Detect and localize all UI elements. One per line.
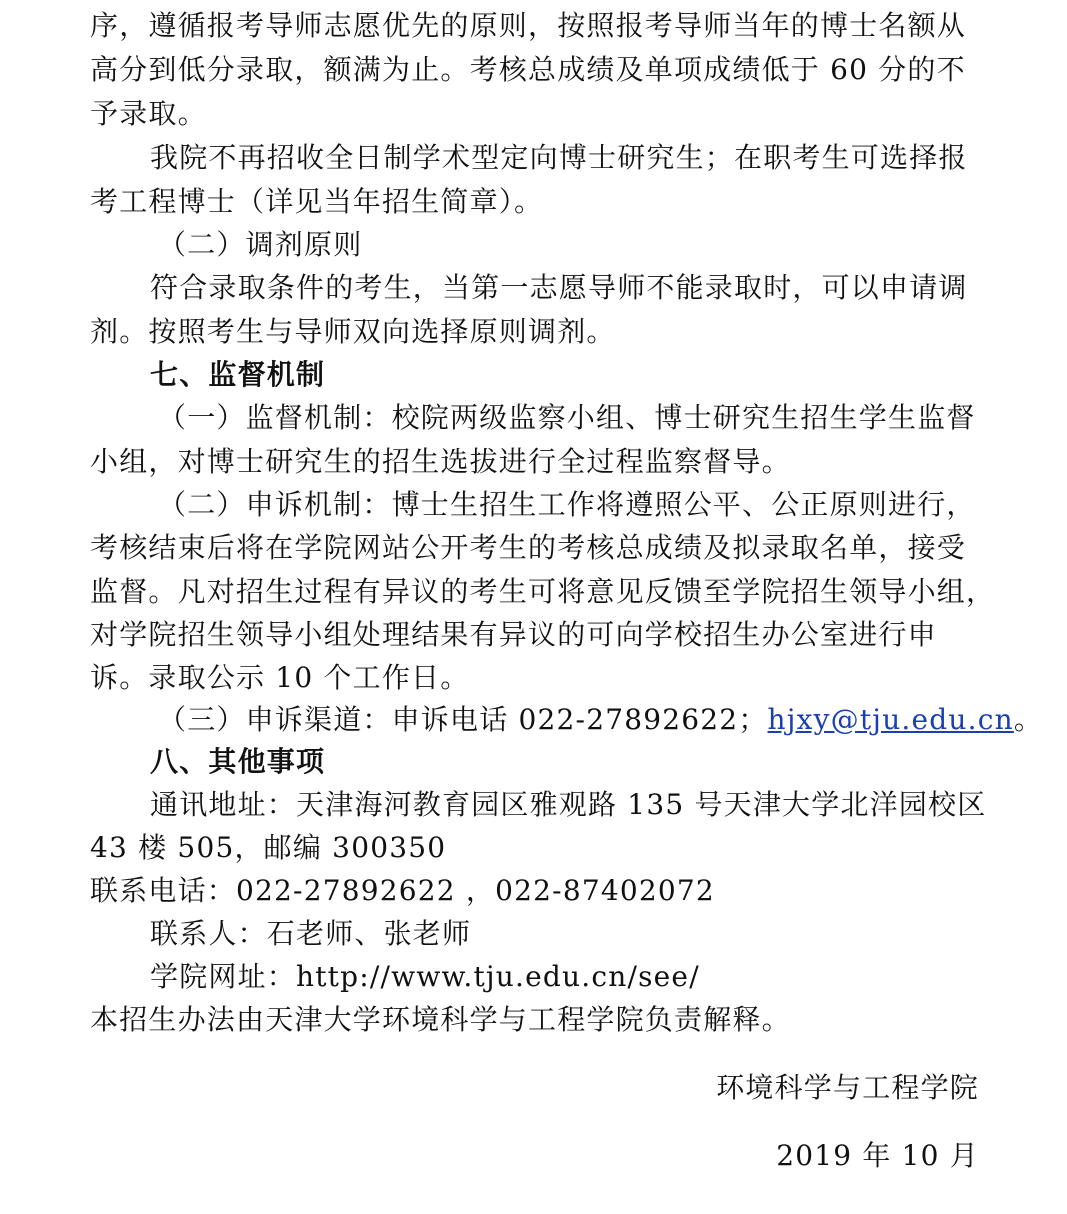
appeal-phone-text: （三）申诉渠道：申诉电话 022-27892622； [158,703,768,736]
text-line-12: （二）申诉机制：博士生招生工作将遵照公平、公正原则进行， [158,488,976,521]
section-8-title: 八、其他事项 [150,745,326,778]
signature-date: 2019 年 10 月 [776,1139,979,1172]
appeal-channel-line [158,700,1043,740]
text-line-5: 考工程博士（详见当年招生简章）。 [90,185,544,218]
website-line: 学院网址：http://www.tju.edu.cn/see/ [150,960,700,993]
subsection-adjustment-title: （二）调剂原则 [158,228,363,261]
text-line-7: 符合录取条件的考生，当第一志愿导师不能录取时，可以申请调 [150,271,968,304]
appeal-suffix: 。 [1013,703,1044,736]
explanation-line: 本招生办法由天津大学环境科学与工程学院负责解释。 [90,1003,791,1036]
text-line-4: 我院不再招收全日制学术型定向博士研究生；在职考生可选择报 [150,141,968,174]
address-line-2: 43 楼 505，邮编 300350 [90,831,447,864]
phone-line: 联系电话：022-27892622 ，022-87402072 [90,874,715,907]
text-line-10: （一）监督机制：校院两级监察小组、博士研究生招生学生监督 [158,401,976,434]
text-line-8: 剂。按照考生与导师双向选择原则调剂。 [90,315,616,348]
text-line-15: 对学院招生领导小组处理结果有异议的可向学校招生办公室进行申 [90,618,937,651]
signature-department: 环境科学与工程学院 [716,1071,979,1104]
address-line-1: 通讯地址：天津海河教育园区雅观路 135 号天津大学北洋园校区 [150,788,987,821]
text-line-3: 予录取。 [90,97,207,130]
text-line-2: 高分到低分录取，额满为止。考核总成绩及单项成绩低于 60 分的不 [90,53,966,86]
text-line-11: 小组，对博士研究生的招生选拔进行全过程监察督导。 [90,445,791,478]
text-line-1: 序，遵循报考导师志愿优先的原则，按照报考导师当年的博士名额从 [90,9,967,42]
contact-person-line: 联系人：石老师、张老师 [150,917,472,950]
text-line-14: 监督。凡对招生过程有异议的考生可将意见反馈至学院招生领导小组， [90,575,996,608]
section-7-title: 七、监督机制 [150,358,326,391]
appeal-email-link[interactable]: hjxy@tju.edu.cn [767,703,1014,736]
text-line-13: 考核结束后将在学院网站公开考生的考核总成绩及拟录取名单，接受 [90,531,967,564]
text-line-16: 诉。录取公示 10 个工作日。 [90,661,470,694]
